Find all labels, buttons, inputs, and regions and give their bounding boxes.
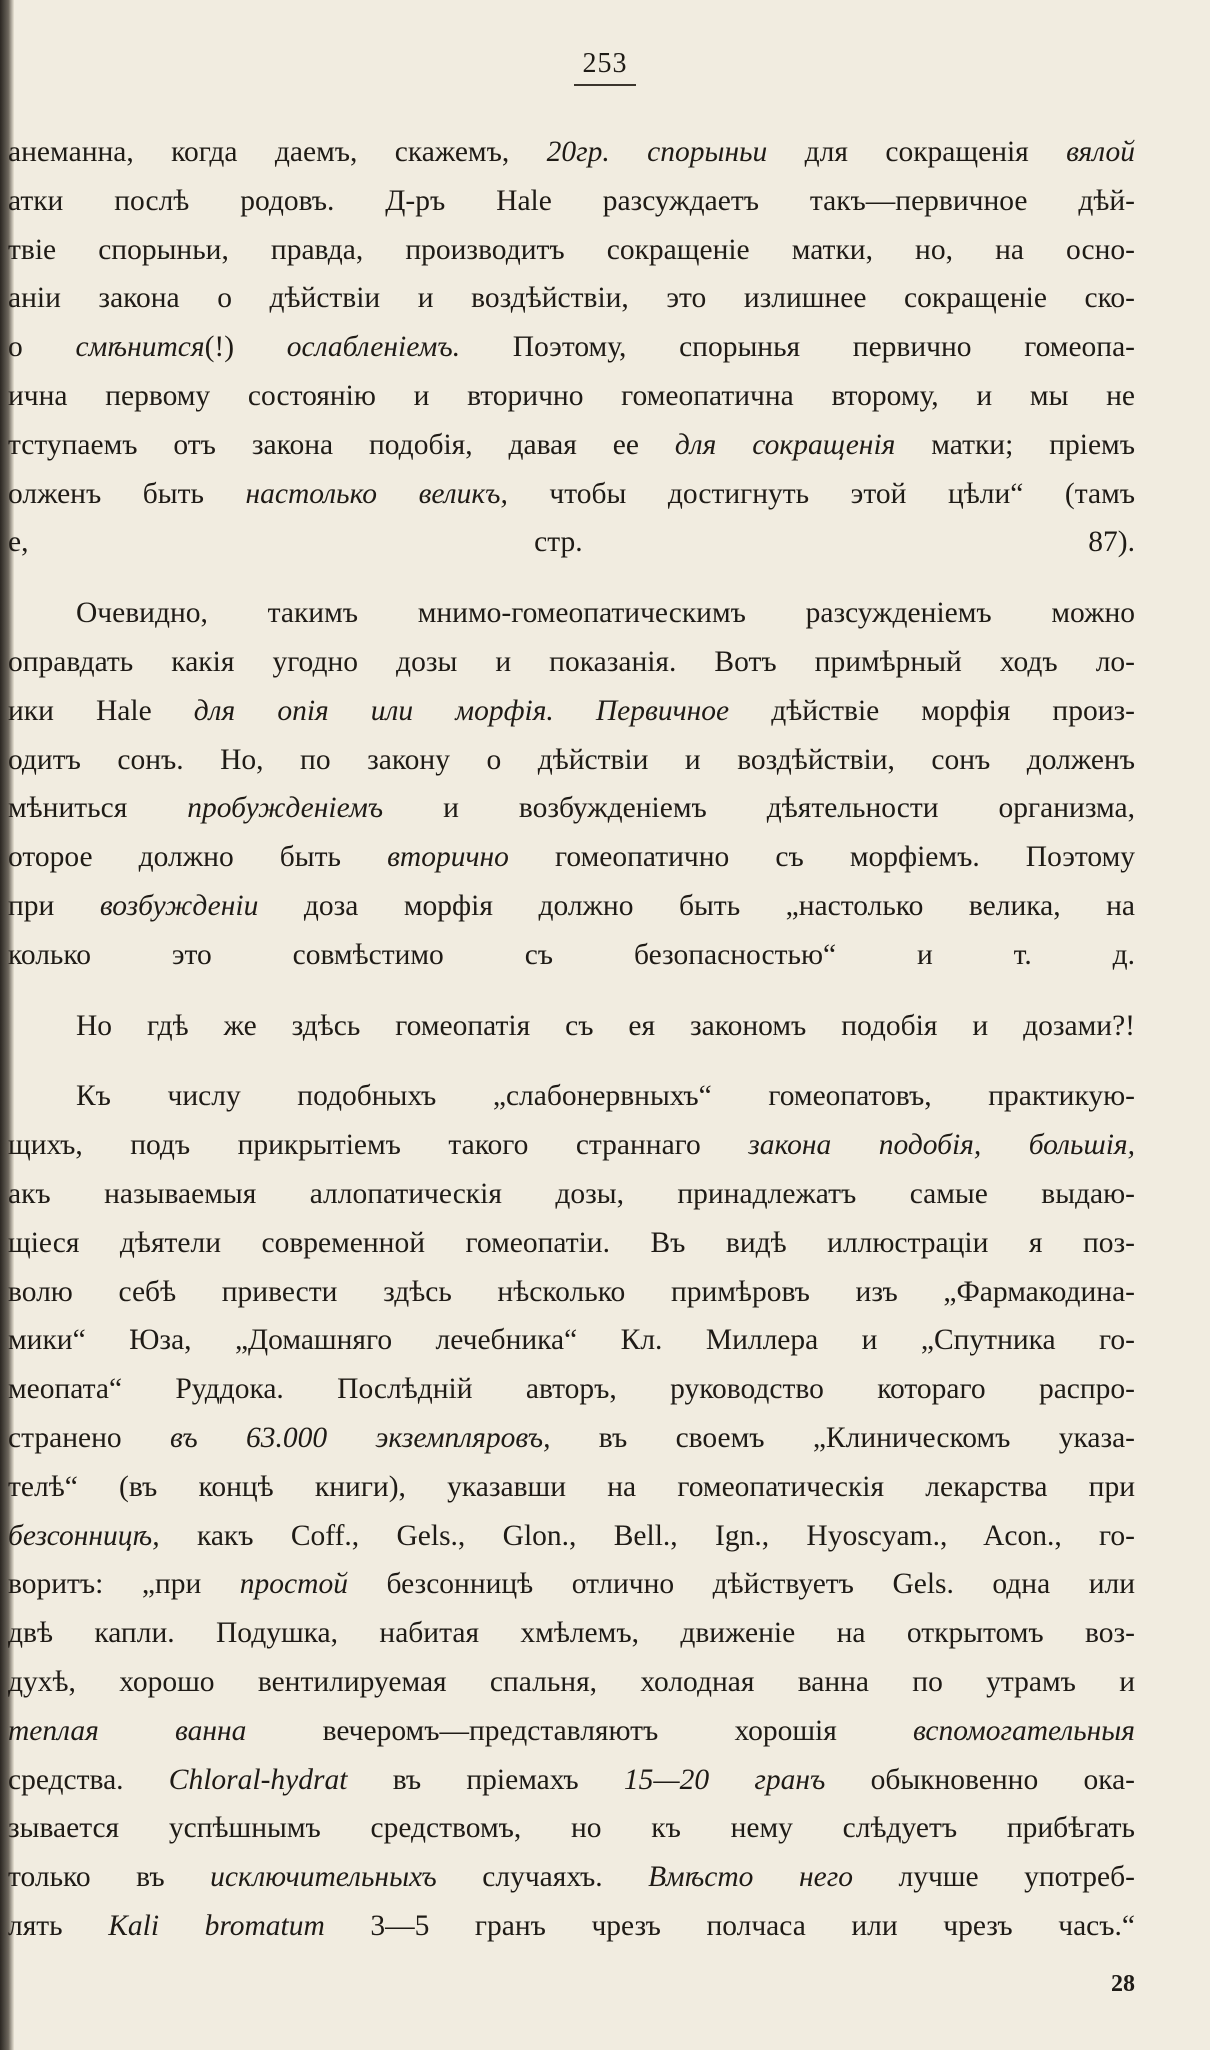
italic-text: для сокращенія xyxy=(674,428,896,461)
signature-mark: 28 xyxy=(1111,1971,1135,1997)
text-line xyxy=(8,931,1135,980)
text-run: ики Hale xyxy=(8,694,194,727)
text-line xyxy=(8,1002,1135,1051)
text-line xyxy=(8,1560,1135,1609)
text-run: Поэтому, спорынья первично гомеопа- xyxy=(460,331,1136,364)
text-line xyxy=(8,1512,1135,1561)
text-line xyxy=(8,1414,1135,1463)
text-run: случаяхъ. xyxy=(436,1861,649,1894)
text-run: о xyxy=(8,331,76,364)
text-run: дѣйствіе морфія произ- xyxy=(729,694,1135,727)
text-run: матки; пріемъ xyxy=(895,428,1135,461)
text-run: обыкновенно ока- xyxy=(825,1763,1136,1796)
text-line xyxy=(8,1121,1135,1170)
italic-text: вялой xyxy=(1066,136,1135,168)
text-run: тступаемъ отъ закона подобія, давая ее xyxy=(8,428,675,461)
italic-text: возбужденіи xyxy=(99,889,259,922)
text-run: воритъ: „при xyxy=(8,1568,240,1601)
text-line xyxy=(8,687,1135,736)
text-run: олженъ быть xyxy=(8,477,246,510)
text-run: меопата“ Руддока. Послѣдній авторъ, руководство котораго распро- xyxy=(8,1373,1135,1406)
page-number: 253 xyxy=(0,48,1210,86)
text-run: двѣ капли. Подушка, набитая хмѣлемъ, движеніе на открытомъ воз- xyxy=(8,1617,1135,1650)
text-run: средства. xyxy=(8,1763,169,1796)
text-line xyxy=(8,1463,1135,1512)
text-line xyxy=(8,421,1135,470)
italic-text: Вмѣсто него xyxy=(648,1861,853,1894)
text-run: оторое должно быть xyxy=(8,841,388,874)
italic-text: для опія или морфія. Первичное xyxy=(193,694,730,727)
text-line xyxy=(8,833,1135,882)
italic-text: простой xyxy=(239,1568,348,1601)
text-line xyxy=(8,1804,1135,1853)
text-line xyxy=(8,1853,1135,1902)
italic-text: 20гр. спорыньи xyxy=(546,136,768,168)
text-run: въ своемъ „Клиническомъ указа- xyxy=(550,1421,1136,1454)
text-line xyxy=(8,1902,1135,1951)
text-line xyxy=(8,1268,1135,1317)
text-line xyxy=(8,1170,1135,1219)
italic-text: пробужденіемъ xyxy=(187,792,384,825)
text-line xyxy=(8,1756,1135,1805)
text-line xyxy=(8,1707,1135,1756)
text-run: Очевидно, такимъ мнимо-гомеопатическимъ разсужденіемъ можно xyxy=(76,597,1135,630)
text-run: акъ называемыя аллопатическія дозы, принадлежатъ самые выдаю- xyxy=(8,1177,1135,1210)
text-run: странено xyxy=(8,1421,170,1454)
text-run: въ пріемахъ xyxy=(347,1763,624,1796)
text-run: какъ Coff., Gels., Glon., Bell., Ign., Hyoscyam., Acon., го- xyxy=(159,1519,1135,1552)
text-run: лучше употреб- xyxy=(852,1861,1135,1894)
text-line xyxy=(8,1365,1135,1414)
text-line xyxy=(8,323,1135,372)
text-run: оправдать какія угодно дозы и показанія. Вотъ примѣрный ходъ ло- xyxy=(8,645,1135,678)
text-line xyxy=(8,1609,1135,1658)
italic-text: Chloral-hydrat xyxy=(168,1763,348,1796)
text-run: аніи закона о дѣйствіи и воздѣйствіи, это излишнее сокращеніе ско- xyxy=(8,282,1135,315)
text-run: е, стр. 87). xyxy=(8,526,1135,559)
italic-text: теплая ванна xyxy=(8,1714,247,1747)
text-line xyxy=(8,736,1135,785)
text-run: ична первому состоянію и вторично гомеопатична второму, и мы не xyxy=(8,379,1135,412)
text-line xyxy=(8,226,1135,275)
text-run: щіеся дѣятели современной гомеопатіи. Въ видѣ иллюстраціи я поз- xyxy=(8,1226,1135,1259)
text-line xyxy=(8,518,1135,567)
text-run: только въ xyxy=(8,1861,211,1894)
text-run: (!) xyxy=(204,331,287,364)
italic-text: вспомогательныя xyxy=(913,1714,1135,1747)
text-run: щихъ, подъ прикрытіемъ такого страннаго xyxy=(8,1129,749,1162)
text-run: твіе спорыньи, правда, производитъ сокращеніе матки, но, на осно- xyxy=(8,233,1135,266)
text-run: вечеромъ—представляютъ хорошія xyxy=(246,1714,913,1747)
italic-text: исключительныхъ xyxy=(210,1861,437,1894)
text-run: одитъ сонъ. Но, по закону о дѣйствіи и воздѣйствіи, сонъ долженъ xyxy=(8,743,1135,776)
text-run: доза морфія должно быть „настолько велика, на xyxy=(258,889,1135,922)
text-line xyxy=(8,470,1135,519)
text-line xyxy=(8,1316,1135,1365)
text-run: гомеопатично съ морфіемъ. Поэтому xyxy=(508,841,1135,874)
italic-text: вторично xyxy=(387,841,509,874)
italic-text: смѣнится xyxy=(75,331,205,364)
text-run: анемaнна, когда даемъ, скажемъ, xyxy=(8,136,547,168)
text-run: Но гдѣ же здѣсь гомеопатія съ ея закономъ подобія и дозами?! xyxy=(76,1009,1135,1042)
italic-text: закона подобія, большія, xyxy=(748,1129,1135,1162)
text-run: чтобы достигнуть этой цѣли“ (тамъ xyxy=(507,477,1135,510)
text-run: Къ числу подобныхъ „слабонервныхъ“ гомеопатовъ, практикую- xyxy=(76,1080,1135,1113)
text-run: колько это совмѣстимо съ безопасностью“ и т. д. xyxy=(8,938,1135,971)
paragraph xyxy=(8,1072,1135,1950)
text-run: атки послѣ родовъ. Д-ръ Hale разсуждаетъ такъ—первичное дѣй- xyxy=(8,184,1135,217)
italic-text: Kali bromatum xyxy=(108,1909,325,1942)
text-line xyxy=(8,372,1135,421)
paragraph xyxy=(8,1002,1135,1051)
text-run: мики“ Юза, „Домашняго лечебника“ Кл. Миллера и „Спутника го- xyxy=(8,1324,1135,1357)
text-run: лять xyxy=(8,1909,109,1942)
italic-text: 15—20 гранъ xyxy=(623,1763,826,1796)
italic-text: въ 63.000 экземпляровъ, xyxy=(169,1421,551,1454)
text-run: духѣ, хорошо вентилируемая спальня, холодная ванна по утрамъ и xyxy=(8,1665,1135,1698)
text-run: для сокращенія xyxy=(767,136,1067,168)
text-line xyxy=(8,1219,1135,1268)
paragraph xyxy=(8,128,1135,567)
text-line xyxy=(8,882,1135,931)
text-run: телѣ“ (въ концѣ книги), указавши на гомеопатическія лекарства при xyxy=(8,1470,1135,1503)
text-line xyxy=(8,589,1135,638)
text-line xyxy=(8,784,1135,833)
text-line xyxy=(8,1072,1135,1121)
text-run: зывается успѣшнымъ средствомъ, но къ нему слѣдуетъ прибѣгать xyxy=(8,1812,1135,1845)
text-run: мѣниться xyxy=(8,792,188,825)
text-run: безсонницѣ отлично дѣйствуетъ Gels. одна или xyxy=(347,1568,1135,1601)
text-line xyxy=(8,1658,1135,1707)
text-line xyxy=(8,274,1135,323)
italic-text: ослабленіемъ. xyxy=(286,331,461,364)
text-run: 3—5 гранъ чрезъ полчаса или чрезъ часъ.“ xyxy=(324,1909,1135,1942)
text-line xyxy=(8,177,1135,226)
text-run: при xyxy=(8,889,100,922)
paragraph xyxy=(8,589,1135,979)
text-line xyxy=(8,128,1135,177)
italic-text: настолько великъ, xyxy=(245,477,508,510)
body-text xyxy=(8,128,1135,1951)
text-line xyxy=(8,638,1135,687)
text-run: и возбужденіемъ дѣятельности организма, xyxy=(383,792,1135,825)
text-run: волю себѣ привести здѣсь нѣсколько примѣровъ изъ „Фармакодина- xyxy=(8,1275,1135,1308)
italic-text: безсонницѣ, xyxy=(8,1519,160,1552)
